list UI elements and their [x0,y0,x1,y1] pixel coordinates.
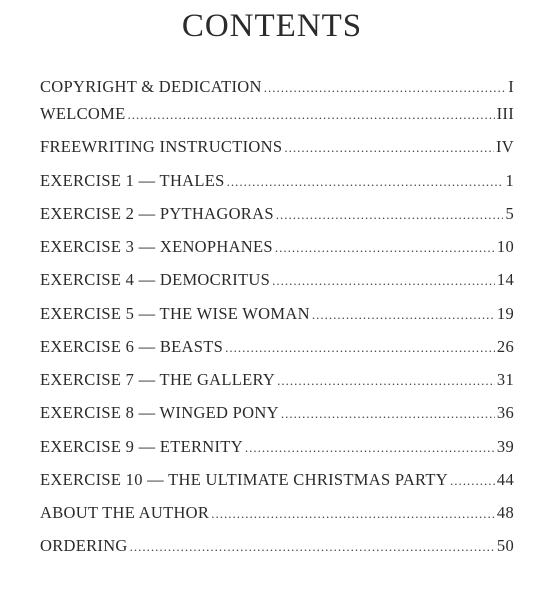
toc-entry-label: EXERCISE 6 — BEASTS [40,337,224,356]
toc-entry-page-number: 14 [496,270,514,289]
toc-entry-label: COPYRIGHT & DEDICATION [40,77,262,96]
dot-leader [276,204,504,221]
toc-entry-label: EXERCISE 5 — THE WISE WOMAN [40,304,310,323]
toc-entry-page-number: 26 [496,337,514,356]
toc-entry-page-number: I [508,77,514,96]
toc-entry-exercise-1[interactable] [40,171,514,191]
toc-entry-copyright[interactable] [40,77,514,97]
toc-entry-page-number: 39 [496,437,514,456]
toc-entry-page-number: 36 [496,403,514,422]
toc-entry-exercise-9[interactable] [40,437,514,457]
toc-entry-label: EXERCISE 1 — THALES [40,171,225,190]
toc-entry-label: EXERCISE 10 — THE ULTIMATE CHRISTMAS PARTY [40,470,448,489]
toc-entry-page-number: 1 [505,171,514,190]
toc-entry-page-number: 44 [496,470,514,489]
toc-entry-page-number: 10 [496,237,514,256]
dot-leader [225,337,495,354]
toc-entry-label: EXERCISE 7 — THE GALLERY [40,370,276,389]
dot-leader [272,270,495,287]
toc-entry-ordering[interactable] [40,536,514,556]
toc-entry-page-number: 50 [496,536,514,555]
dot-leader [275,237,495,254]
toc-entry-label: WELCOME [40,104,126,123]
dot-leader [128,104,495,121]
toc-entry-page-number: IV [495,137,514,156]
dot-leader [284,137,494,154]
toc-entry-welcome[interactable] [40,104,514,124]
toc-entry-page-number: 31 [496,370,514,389]
toc-entry-exercise-8[interactable] [40,403,514,423]
toc-entry-label: ORDERING [40,536,128,555]
toc-entry-about-the-author[interactable] [40,503,514,523]
toc-entry-exercise-10[interactable] [40,470,514,490]
toc-entry-page-number: 5 [505,204,514,223]
dot-leader [264,77,506,94]
toc-entry-label: EXERCISE 8 — WINGED PONY [40,403,279,422]
dot-leader [277,370,495,387]
toc-entry-label: EXERCISE 2 — PYTHAGORAS [40,204,274,223]
toc-entry-label: EXERCISE 4 — DEMOCRITUS [40,270,271,289]
dot-leader [312,304,495,321]
toc-entry-label: ABOUT THE AUTHOR [40,503,210,522]
toc-entry-label: EXERCISE 3 — XENOPHANES [40,237,273,256]
toc-entry-exercise-4[interactable] [40,270,514,290]
toc-entry-label: FREEWRITING INSTRUCTIONS [40,137,283,156]
dot-leader [227,171,504,188]
toc-entry-exercise-7[interactable] [40,370,514,390]
toc-entry-exercise-5[interactable] [40,304,514,324]
toc-entry-page-number: 19 [496,304,514,323]
toc-entry-label: EXERCISE 9 — ETERNITY [40,437,243,456]
dot-leader [281,403,495,420]
dot-leader [130,536,495,553]
toc-entry-freewriting-instructions[interactable] [40,137,514,157]
toc-entry-page-number: 48 [496,503,514,522]
toc-entry-exercise-6[interactable] [40,337,514,357]
page-title: CONTENTS [181,8,363,44]
dot-leader [245,437,495,454]
dot-leader [450,470,495,487]
dot-leader [211,503,495,520]
toc-entry-page-number: III [496,104,514,123]
toc-entry-exercise-3[interactable] [40,237,514,257]
toc-entry-exercise-2[interactable] [40,204,514,224]
